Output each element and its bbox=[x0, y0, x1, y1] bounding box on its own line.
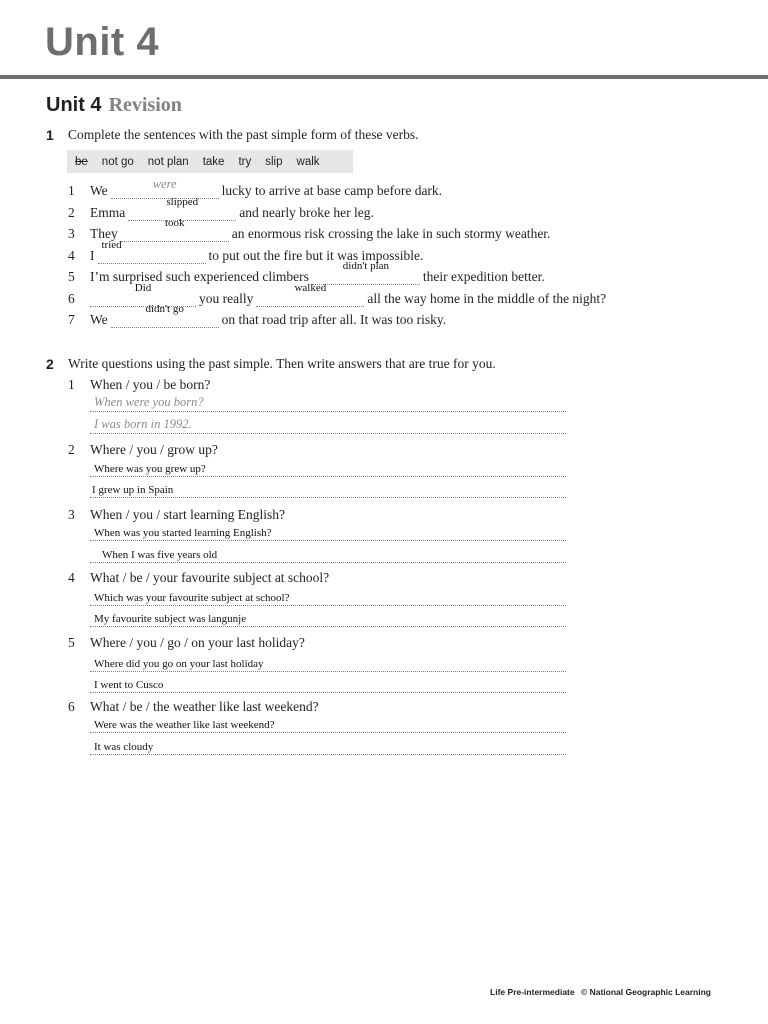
sentence-start: Emma bbox=[90, 205, 126, 220]
question-answer-line[interactable] bbox=[90, 588, 566, 606]
question-answer-line[interactable] bbox=[90, 523, 566, 541]
prompt-text: When / you / start learning English? bbox=[90, 507, 285, 522]
question-text: Where did you go on your last holiday bbox=[94, 658, 264, 670]
sentence-start: We bbox=[90, 312, 108, 327]
answer-text: I grew up in Spain bbox=[92, 484, 174, 496]
answer-text: were bbox=[152, 177, 177, 191]
sentence-start: We bbox=[90, 183, 108, 198]
answer-text: Did bbox=[134, 282, 152, 294]
prompt-text: When / you / be born? bbox=[90, 377, 211, 392]
answer-text: It was cloudy bbox=[94, 741, 154, 753]
sentence-end: and nearly broke her leg. bbox=[239, 205, 374, 220]
exercise-1-item bbox=[68, 179, 442, 199]
exercise-2-prompt bbox=[68, 699, 319, 715]
answer-line[interactable] bbox=[90, 609, 566, 627]
item-number: 1 bbox=[68, 377, 75, 392]
section-revision: Revision bbox=[108, 94, 182, 116]
exercise-2-prompt bbox=[68, 377, 210, 393]
verb-item: not plan bbox=[147, 155, 189, 168]
exercise-2-prompt bbox=[68, 507, 285, 523]
sentence-end: on that road trip after all. It was too risky. bbox=[221, 312, 447, 327]
sentence-end: lucky to arrive at base camp before dark. bbox=[221, 183, 443, 198]
question-answer-line[interactable] bbox=[90, 654, 566, 672]
answer-line[interactable] bbox=[90, 675, 566, 693]
answer-text: My favourite subject was langunje bbox=[94, 613, 247, 625]
question-answer-line[interactable] bbox=[90, 715, 566, 733]
footer-book-title: Life Pre-intermediate bbox=[490, 987, 575, 997]
question-text: When was you started learning English? bbox=[94, 527, 272, 539]
exercise-2-instruction: Write questions using the past simple. Then write answers that are true for you. bbox=[68, 356, 496, 371]
item-number: 5 bbox=[68, 635, 75, 650]
item-number: 6 bbox=[68, 291, 75, 306]
prompt-text: Where / you / grow up? bbox=[90, 442, 218, 457]
item-number: 1 bbox=[68, 183, 75, 198]
question-text: Which was your favourite subject at school? bbox=[94, 592, 290, 604]
sentence-end: to put out the fire but it was impossible. bbox=[208, 248, 424, 263]
verb-box bbox=[67, 150, 353, 173]
prompt-text: Where / you / go / on your last holiday? bbox=[90, 635, 305, 650]
item-number: 7 bbox=[68, 312, 75, 327]
exercise-1-item bbox=[68, 303, 447, 328]
page-footer bbox=[490, 987, 711, 997]
answer-blank[interactable] bbox=[256, 282, 364, 307]
section-title bbox=[46, 94, 182, 117]
answer-line[interactable] bbox=[90, 545, 566, 563]
sentence-start: I’m surprised such experienced climbers bbox=[90, 269, 309, 284]
exercise-2-prompt bbox=[68, 442, 218, 458]
title-divider bbox=[0, 75, 768, 79]
sentence-end: all the way home in the middle of the night? bbox=[367, 291, 607, 306]
item-number: 3 bbox=[68, 507, 75, 522]
answer-blank[interactable] bbox=[111, 303, 219, 328]
sentence-middle: you really bbox=[199, 291, 254, 306]
exercise-1-number: 1 bbox=[46, 127, 54, 143]
exercise-2-prompt bbox=[68, 635, 305, 651]
verb-item: take bbox=[202, 155, 225, 168]
answer-line[interactable] bbox=[90, 416, 566, 434]
item-number: 2 bbox=[68, 442, 75, 457]
answer-line[interactable] bbox=[90, 737, 566, 755]
sentence-start: I bbox=[90, 248, 95, 263]
answer-text: I was born in 1992. bbox=[94, 417, 192, 431]
verb-item: slip bbox=[265, 155, 283, 168]
answer-text: didn't plan bbox=[342, 260, 390, 272]
item-number: 5 bbox=[68, 269, 75, 284]
answer-blank[interactable] bbox=[98, 239, 206, 264]
answer-text: didn't go bbox=[145, 303, 184, 315]
answer-text: tried bbox=[101, 239, 122, 251]
footer-publisher: © National Geographic Learning bbox=[580, 987, 711, 997]
question-answer-line[interactable] bbox=[90, 459, 566, 477]
answer-text: When I was five years old bbox=[102, 549, 218, 561]
sentence-end: an enormous risk crossing the lake in such stormy weather. bbox=[231, 226, 551, 241]
item-number: 4 bbox=[68, 570, 75, 585]
question-text: When were you born? bbox=[94, 395, 204, 409]
prompt-text: What / be / your favourite subject at school? bbox=[90, 570, 330, 585]
item-number: 3 bbox=[68, 226, 75, 241]
verb-item: be bbox=[75, 155, 88, 168]
item-number: 4 bbox=[68, 248, 75, 263]
answer-text: slipped bbox=[166, 196, 199, 208]
exercise-2-prompt bbox=[68, 570, 329, 586]
question-text: Were was the weather like last weekend? bbox=[94, 719, 275, 731]
answer-text: took bbox=[164, 217, 185, 229]
question-answer-line[interactable] bbox=[90, 394, 566, 412]
exercise-1-instruction: Complete the sentences with the past simple form of these verbs. bbox=[68, 127, 419, 142]
prompt-text: What / be / the weather like last weekend? bbox=[90, 699, 319, 714]
verb-item: not go bbox=[101, 155, 134, 168]
section-unit: Unit 4 bbox=[46, 94, 102, 116]
sentence-end: their expedition better. bbox=[422, 269, 545, 284]
verb-item: walk bbox=[296, 155, 320, 168]
answer-text: I went to Cusco bbox=[94, 679, 164, 691]
verb-item: try bbox=[238, 155, 252, 168]
sentence-start: They bbox=[90, 226, 118, 241]
answer-text: walked bbox=[294, 282, 327, 294]
answer-line[interactable] bbox=[90, 480, 566, 498]
item-number: 2 bbox=[68, 205, 75, 220]
question-text: Where was you grew up? bbox=[94, 463, 206, 475]
exercise-2-number: 2 bbox=[46, 356, 54, 372]
unit-title: Unit 4 bbox=[45, 20, 160, 64]
item-number: 6 bbox=[68, 699, 75, 714]
